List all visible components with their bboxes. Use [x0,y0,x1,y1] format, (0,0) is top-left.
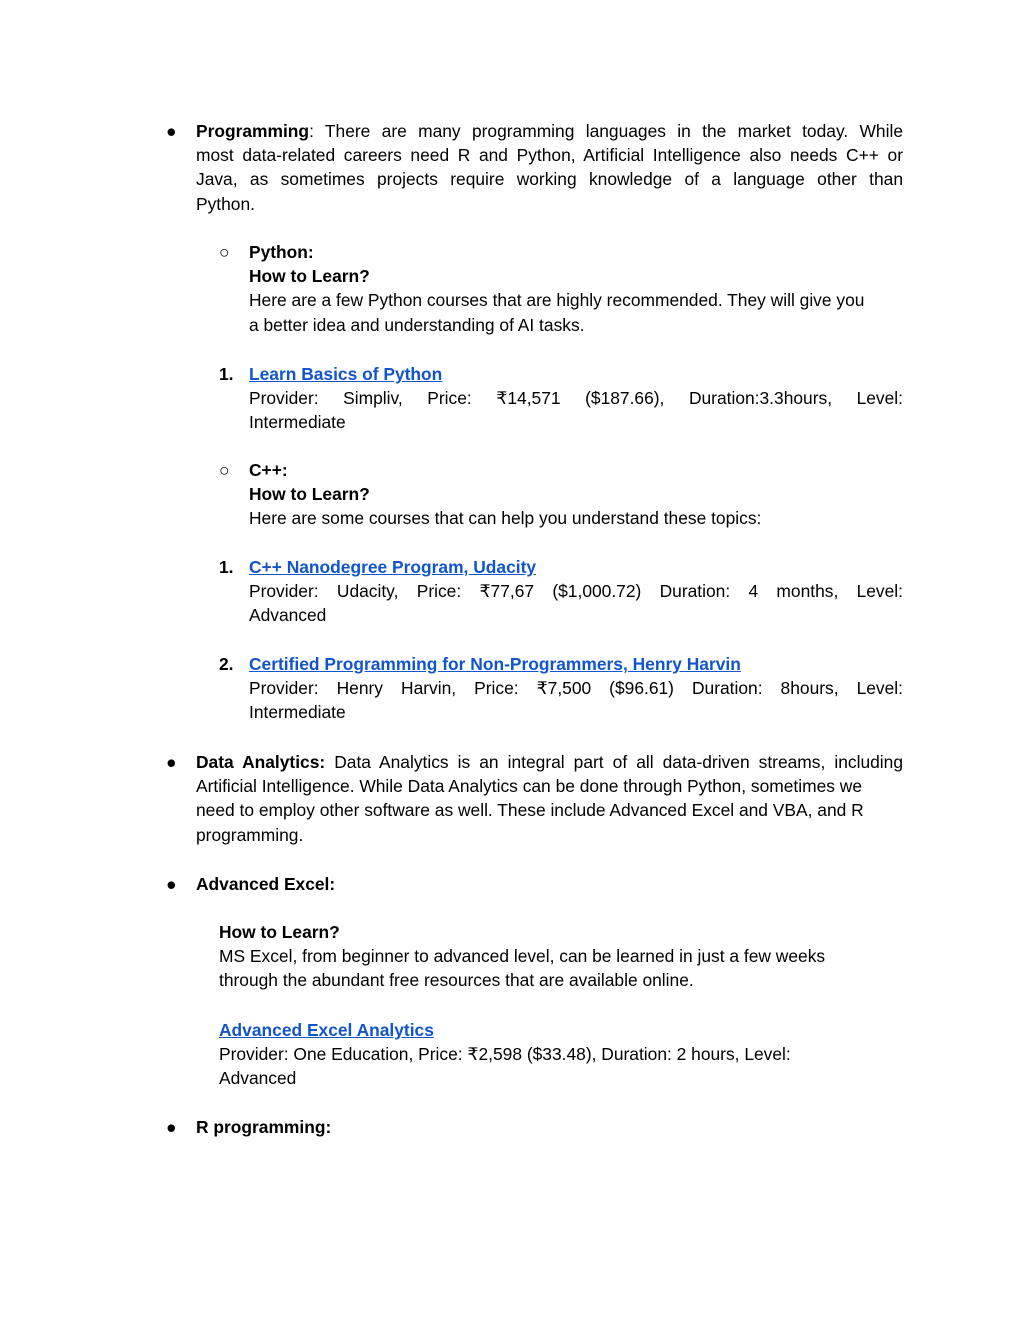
programming-section [196,119,903,216]
data-analytics-line-3: need to employ other software as well. These include Advanced Excel and VBA, and R [196,800,864,821]
advanced-excel-intro-line-1: MS Excel, from beginner to advanced level, can be learned in just a few weeks [219,946,826,967]
course-link-cpp-nanodegree[interactable]: C++ Nanodegree Program, Udacity [249,557,537,577]
course-number: 2. [219,654,234,674]
advanced-excel-heading [196,872,903,896]
data-analytics-title: Data Analytics: [196,752,326,772]
course-details-line-1: Provider: Udacity, Price: ₹77,67 ($1,000.72) Duration: 4 months, Level: [249,581,903,602]
cpp-section [249,458,903,531]
sub-bullet-marker: ○ [219,460,230,480]
programming-line-3: Java, as sometimes projects require working knowledge of a language other than [196,169,903,190]
data-analytics-line-4: programming. [196,824,304,845]
programming-line-2: most data-related careers need R and Python, Artificial Intelligence also needs C++ or [196,145,903,166]
advanced-excel-how-to-learn: How to Learn? [219,922,340,942]
data-analytics-line-2: Artificial Intelligence. While Data Analytics can be done through Python, sometimes we [196,776,863,797]
bullet-marker: ● [166,1117,177,1137]
r-programming-title: R programming: [196,1117,332,1137]
cpp-course-1 [249,555,903,628]
course-details-line-1: Provider: Henry Harvin, Price: ₹7,500 ($96.61) Duration: 8hours, Level: [249,678,903,699]
r-programming-heading [196,1115,903,1139]
cpp-title: C++: [249,460,288,480]
course-link-learn-basics-of-python[interactable]: Learn Basics of Python [249,364,443,384]
data-analytics-section [196,750,903,847]
bullet-marker: ● [166,752,177,772]
course-details-line-2: Advanced [249,605,327,626]
advanced-excel-section [219,920,903,993]
python-section [249,240,903,337]
bullet-marker: ● [166,874,177,894]
course-link-certified-programming[interactable]: Certified Programming for Non-Programmers, Henry Harvin [249,654,741,674]
advanced-excel-title: Advanced Excel: [196,874,336,894]
programming-line-1: Programming: There are many programming languages in the market today. While [196,121,903,141]
python-how-to-learn: How to Learn? [249,266,370,287]
course-details-line-2: Advanced [219,1068,297,1089]
python-intro-line-1: Here are a few Python courses that are highly recommended. They will give you [249,290,865,311]
data-analytics-line-1: Data Analytics: Data Analytics is an integral part of all data-driven streams, including [196,752,903,772]
course-link-advanced-excel-analytics[interactable]: Advanced Excel Analytics [219,1020,434,1040]
course-number: 1. [219,364,234,384]
cpp-how-to-learn: How to Learn? [249,484,370,505]
programming-line-4: Python. [196,193,255,214]
advanced-excel-course [219,1018,903,1091]
python-title: Python: [249,242,314,262]
course-details-line-2: Intermediate [249,412,346,433]
cpp-course-2 [249,652,903,725]
bullet-marker: ● [166,121,177,141]
python-intro-line-2: a better idea and understanding of AI tasks. [249,314,585,335]
course-details-line-1: Provider: Simpliv, Price: ₹14,571 ($187.66), Duration:3.3hours, Level: [249,388,903,409]
course-details-line-1: Provider: One Education, Price: ₹2,598 ($33.48), Duration: 2 hours, Level: [219,1044,791,1065]
course-details-line-2: Intermediate [249,702,346,723]
programming-title: Programming [196,121,310,141]
course-number: 1. [219,557,234,577]
python-course-1 [249,362,903,435]
advanced-excel-intro-line-2: through the abundant free resources that are available online. [219,970,694,991]
sub-bullet-marker: ○ [219,242,230,262]
cpp-intro: Here are some courses that can help you understand these topics: [249,508,762,529]
